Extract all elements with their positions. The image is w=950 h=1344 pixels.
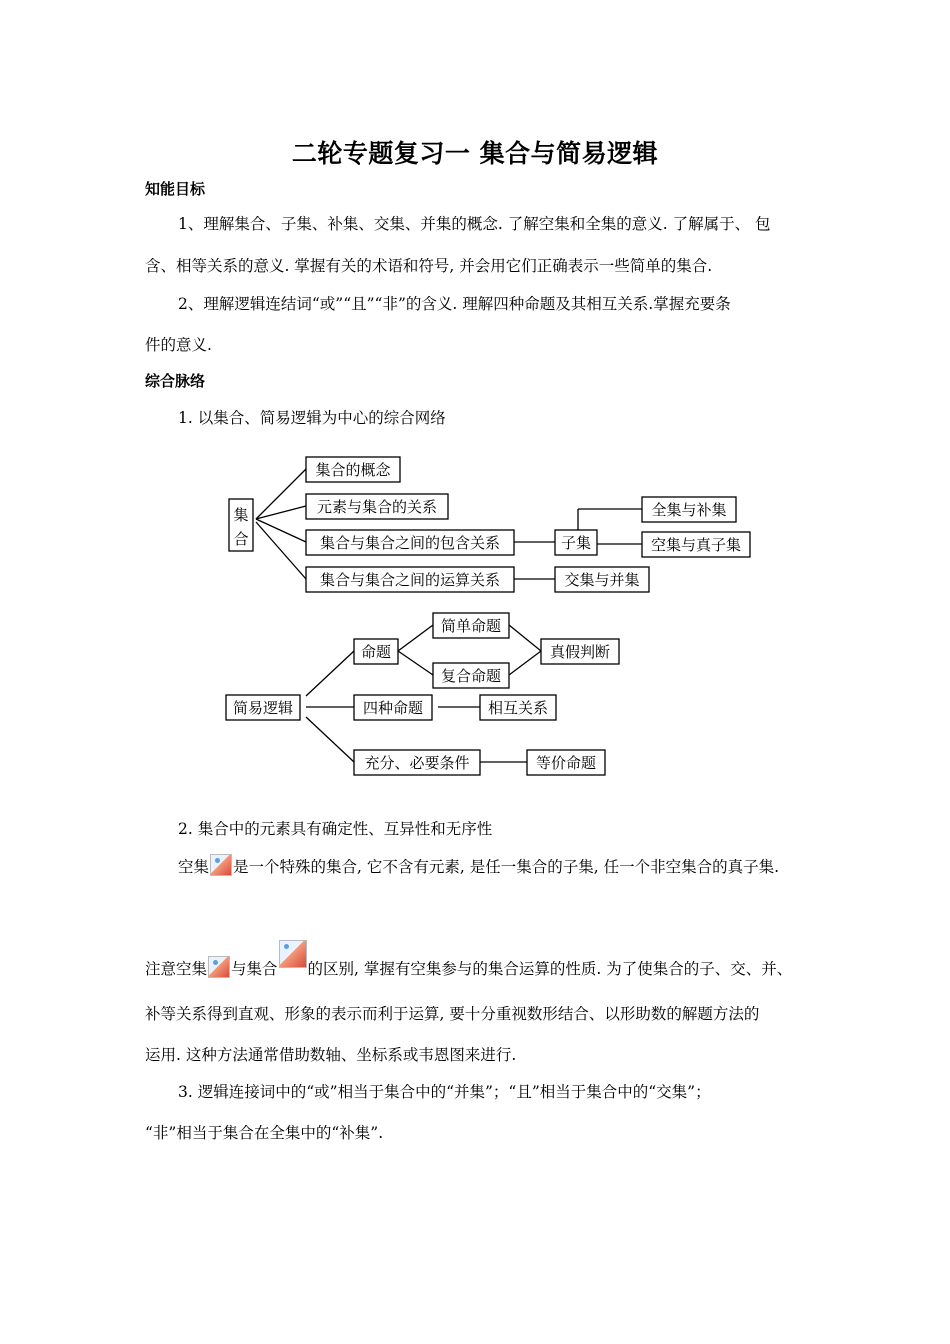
section-heading-network: 综合脉络	[145, 372, 206, 390]
page-title: 二轮专题复习一 集合与简易逻辑	[291, 139, 659, 168]
goal-2-line-2: 件的意义.	[145, 336, 212, 354]
node-conditions: 充分、必要条件	[364, 754, 470, 772]
node-simple-proposition: 简单命题	[440, 617, 502, 635]
network-item-3-line-2: “非”相当于集合在全集中的“补集”.	[145, 1124, 384, 1142]
note-part-1: 注意空集	[145, 960, 208, 978]
goal-1-line-1: 1、理解集合、子集、补集、交集、并集的概念. 了解空集和全集的意义. 了解属于、 包	[178, 215, 771, 233]
node-truth-judgement: 真假判断	[549, 643, 611, 661]
note-part-2: 与集合	[231, 960, 278, 978]
network-item-1: 1. 以集合、简易逻辑为中心的综合网络	[178, 409, 446, 427]
node-equivalent-proposition: 等价命题	[535, 754, 597, 772]
node-inclusion-relation: 集合与集合之间的包含关系	[319, 534, 501, 552]
note-line-2: 补等关系得到直观、形象的表示而利于运算, 要十分重视数形结合、以形助数的解题方法的	[145, 1005, 760, 1023]
set-root-label-1: 集	[233, 506, 249, 524]
empty-set-prefix: 空集	[178, 858, 210, 876]
node-simple-logic: 简易逻辑	[232, 699, 294, 717]
goal-2-line-1: 2、理解逻辑连结词“或”“且”“非”的含义. 理解四种命题及其相互关系.掌握充要条	[178, 295, 731, 313]
node-element-relation: 元素与集合的关系	[316, 498, 438, 516]
note-line-1	[145, 940, 792, 979]
note-part-3: 的区别, 掌握有空集参与的集合运算的性质. 为了使集合的子、交、并、	[307, 960, 793, 978]
section-heading-goals: 知能目标	[145, 180, 206, 198]
node-set-concept: 集合的概念	[315, 461, 391, 479]
node-operation-relation: 集合与集合之间的运算关系	[319, 571, 501, 589]
set-root-label-2: 合	[233, 530, 249, 548]
node-compound-proposition: 复合命题	[440, 667, 502, 685]
node-mutual-relations: 相互关系	[487, 699, 549, 717]
concept-diagram	[0, 440, 950, 780]
node-four-propositions: 四种命题	[362, 699, 424, 717]
node-universal-complement: 全集与补集	[651, 501, 727, 519]
network-item-3-line-1: 3. 逻辑连接词中的“或”相当于集合中的“并集”；“且”相当于集合中的“交集”；	[178, 1083, 711, 1101]
node-subset: 子集	[560, 534, 592, 552]
image-placeholder-icon	[208, 956, 230, 978]
network-item-2: 2. 集合中的元素具有确定性、互异性和无序性	[178, 820, 493, 838]
goal-1-line-2: 含、相等关系的意义. 掌握有关的术语和符号, 并会用它们正确表示一些简单的集合.	[145, 257, 713, 275]
node-empty-proper-subset: 空集与真子集	[650, 536, 742, 554]
image-placeholder-icon	[279, 940, 307, 968]
note-line-3: 运用. 这种方法通常借助数轴、坐标系或韦恩图来进行.	[145, 1046, 517, 1064]
node-proposition: 命题	[360, 643, 392, 661]
empty-set-line	[178, 854, 779, 877]
empty-set-text: 是一个特殊的集合, 它不含有元素, 是任一集合的子集, 任一个非空集合的真子集.	[233, 858, 780, 876]
node-intersection-union: 交集与并集	[564, 571, 640, 589]
image-placeholder-icon	[210, 854, 232, 876]
